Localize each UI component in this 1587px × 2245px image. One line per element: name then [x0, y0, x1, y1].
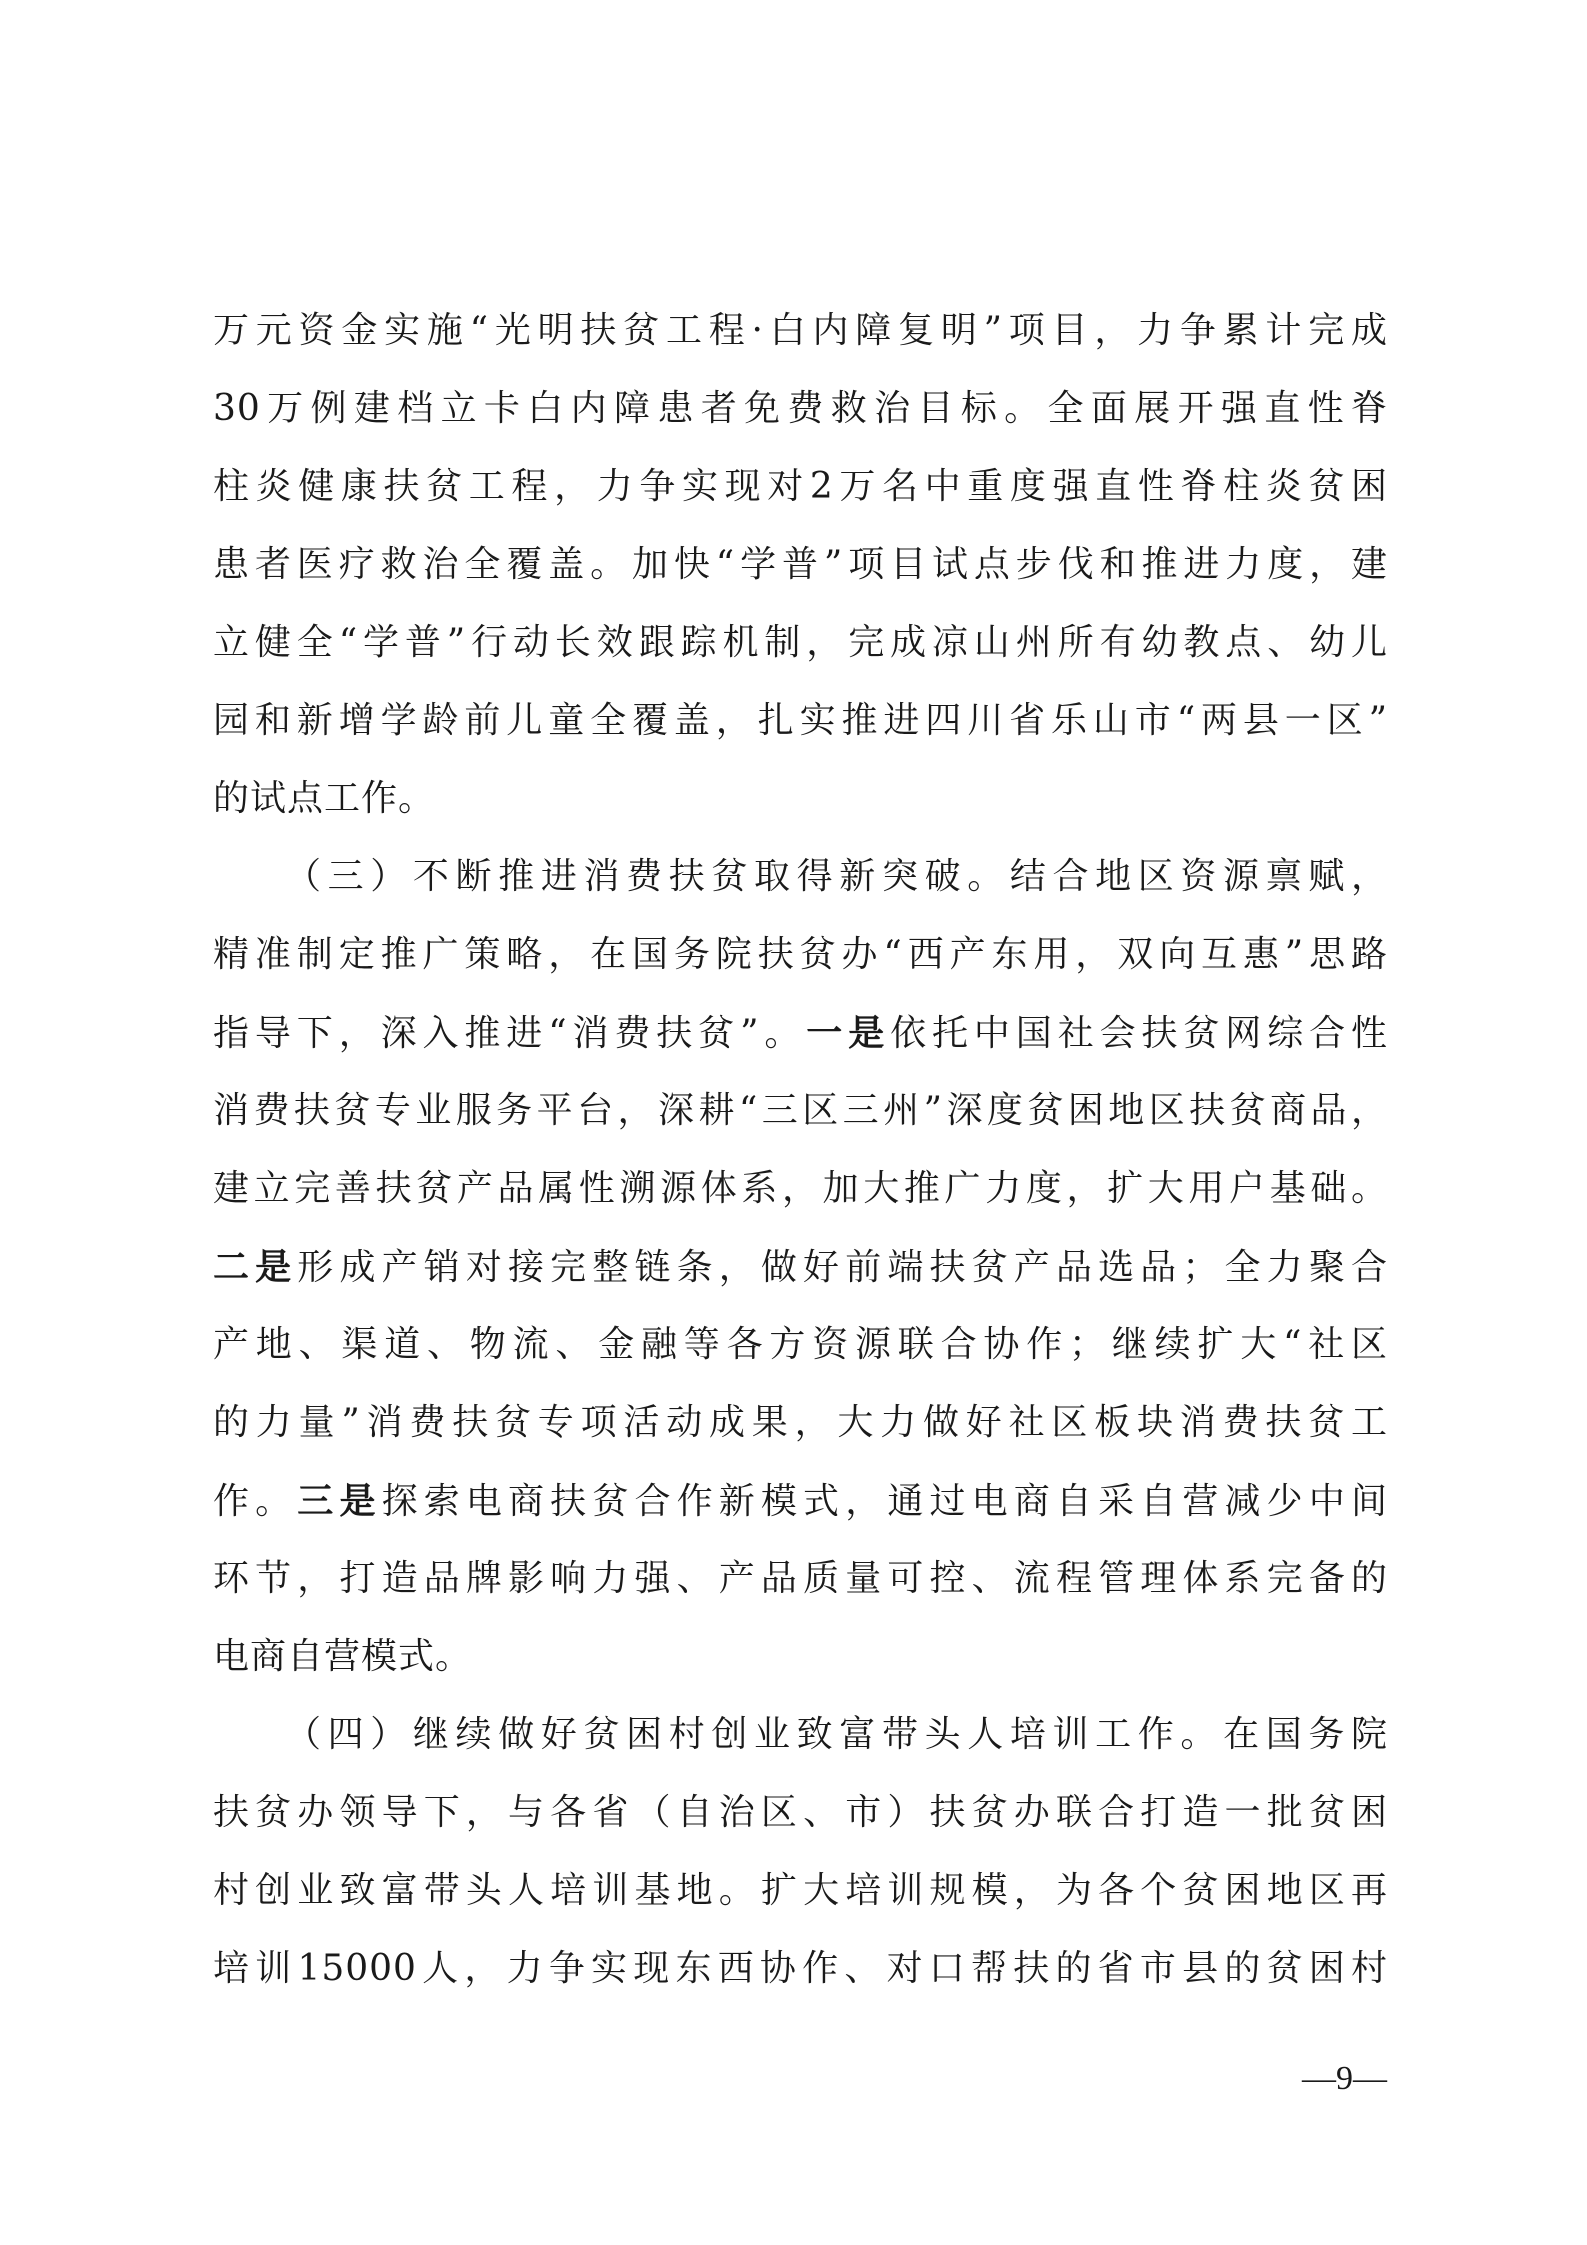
page-number: —9—	[1302, 2060, 1387, 2097]
text-line: 柱炎健康扶贫工程，力争实现对2万名中重度强直性脊柱炎贫困	[213, 466, 1388, 507]
text-line: 患者医疗救治全覆盖。加快“学普”项目试点步伐和推进力度，建	[213, 544, 1388, 585]
section-heading-four: （四）继续做好贫困村创业致富带头人培训工作。	[285, 1714, 1224, 1755]
text-span: 在国务院	[1223, 1714, 1388, 1755]
text-line: 电商自营模式。	[213, 1636, 473, 1677]
text-span: 形成产销对接完整链条，做好前端扶贫产品选品；全力聚合	[297, 1247, 1388, 1288]
text-line: 的力量”消费扶贫专项活动成果，大力做好社区板块消费扶贫工	[213, 1402, 1388, 1443]
enumeration-marker: 二是	[213, 1246, 298, 1288]
text-line: 消费扶贫专业服务平台，深耕“三区三州”深度贫困地区扶贫商品，	[213, 1090, 1388, 1131]
text-line: 环节，打造品牌影响力强、产品质量可控、流程管理体系完备的	[213, 1558, 1388, 1599]
text-line	[213, 1696, 1388, 1774]
text-line: 万元资金实施“光明扶贫工程·白内障复明”项目，力争累计完成	[213, 310, 1388, 351]
section-heading-three: （三）不断推进消费扶贫取得新突破。	[285, 856, 1010, 897]
enumeration-marker: 一是	[806, 1012, 891, 1054]
text-span: 作。	[213, 1481, 298, 1522]
text-line: 产地、渠道、物流、金融等各方资源联合协作；继续扩大“社区	[213, 1324, 1388, 1365]
text-line: 的试点工作。	[213, 778, 436, 819]
text-line	[213, 838, 1388, 916]
text-line	[213, 994, 1388, 1072]
text-line: 扶贫办领导下，与各省（自治区、市）扶贫办联合打造一批贫困	[213, 1792, 1388, 1833]
text-line	[213, 1462, 1388, 1540]
text-span: 结合地区资源禀赋，	[1009, 856, 1388, 897]
text-line	[213, 1228, 1388, 1306]
text-line: 培训15000人，力争实现东西协作、对口帮扶的省市县的贫困村	[213, 1948, 1388, 1989]
text-line: 园和新增学龄前儿童全覆盖，扎实推进四川省乐山市“两县一区”	[213, 700, 1388, 741]
text-line: 村创业致富带头人培训基地。扩大培训规模，为各个贫困地区再	[213, 1870, 1388, 1911]
text-line: 建立完善扶贫产品属性溯源体系，加大推广力度，扩大用户基础。	[213, 1168, 1388, 1209]
text-line: 精准制定推广策略，在国务院扶贫办“西产东用，双向互惠”思路	[213, 934, 1388, 975]
text-line: 30万例建档立卡白内障患者免费救治目标。全面展开强直性脊	[213, 388, 1388, 429]
document-body	[213, 292, 1388, 2008]
enumeration-marker: 三是	[297, 1480, 382, 1522]
text-span: 指导下，深入推进“消费扶贫”。	[213, 1013, 807, 1054]
text-span: 探索电商扶贫合作新模式，通过电商自采自营减少中间	[381, 1481, 1388, 1522]
text-span: 依托中国社会扶贫网综合性	[890, 1013, 1388, 1054]
text-line: 立健全“学普”行动长效跟踪机制，完成凉山州所有幼教点、幼儿	[213, 622, 1388, 663]
